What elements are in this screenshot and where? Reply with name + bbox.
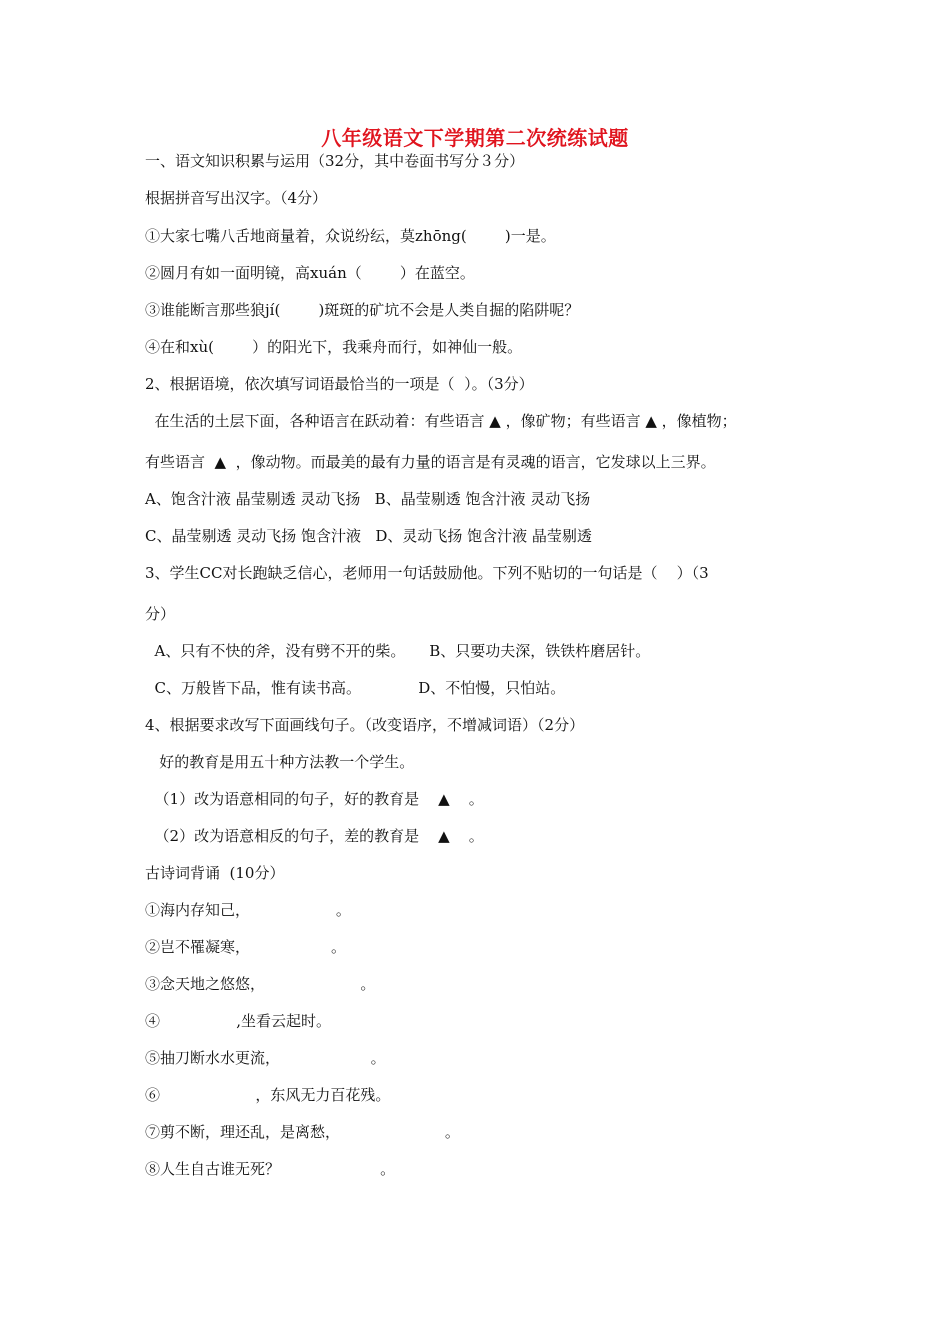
question-heading: 2、根据语境，依次填写词语最恰当的一项是（ ）。（3分） — [145, 375, 534, 393]
answer-option: C、晶莹剔透 灵动飞扬 饱含汁液 D、灵动飞扬 饱含汁液 晶莹剔透 — [145, 527, 592, 545]
poem-blank: ①海内存知己， 。 — [145, 901, 351, 919]
question-item: ①大家七嘴八舌地商量着，众说纷纭，莫zhōng( )一是。 — [145, 227, 556, 245]
answer-option: A、只有不快的斧，没有劈不开的柴。 B、只要功夫深，铁铁杵磨居针。 — [145, 642, 651, 660]
poem-blank: ②岂不罹凝寒， 。 — [145, 938, 347, 956]
question-heading: 4、根据要求改写下面画线句子。（改变语序，不增减词语）（2分） — [145, 716, 585, 734]
answer-option: A、饱含汁液 晶莹剔透 灵动飞扬 B、晶莹剔透 饱含汁液 灵动飞扬 — [145, 490, 591, 508]
question-heading: 分） — [145, 605, 176, 623]
question-item: ④在和xù( ）的阳光下，我乘舟而行，如神仙一般。 — [145, 338, 523, 356]
question-heading: 根据拼音写出汉字。（4分） — [145, 189, 328, 207]
poem-blank: ⑧人生自古谁无死？ 。 — [145, 1160, 396, 1178]
poem-blank: ⑦剪不断，理还乱，是离愁， 。 — [145, 1123, 460, 1141]
passage-text: 好的教育是用五十种方法教一个学生。 — [145, 753, 415, 771]
poem-blank: ⑥ ，东风无力百花残。 — [145, 1086, 391, 1104]
question-item: ③谁能断言那些狼jí( )斑斑的矿坑不会是人类自掘的陷阱呢？ — [145, 301, 580, 319]
page-title: 八年级语文下学期第二次统练试题 — [321, 126, 629, 150]
question-item: （2）改为语意相反的句子，差的教育是 ▲ 。 — [145, 827, 484, 845]
poem-blank: ④ ,坐看云起时。 — [145, 1012, 332, 1030]
poem-blank: ③念天地之悠悠， 。 — [145, 975, 376, 993]
passage-text: 在生活的土层下面，各种语言在跃动着：有些语言 ▲ ，像矿物；有些语言 ▲ ，像植物； — [145, 412, 737, 430]
question-heading: 3、学生CC对长跑缺乏信心，老师用一句话鼓励他。下列不贴切的一句话是（ ）（3 — [145, 564, 709, 582]
poem-blank: ⑤抽刀断水水更流， 。 — [145, 1049, 386, 1067]
question-item: ②圆月有如一面明镜，高xuán（ ）在蓝空。 — [145, 264, 475, 282]
answer-option: C、万般皆下品，惟有读书高。 D、不怕慢，只怕站。 — [145, 679, 566, 697]
question-item: （1）改为语意相同的句子，好的教育是 ▲ 。 — [145, 790, 484, 808]
passage-text: 有些语言 ▲ ，像动物。而最美的最有力量的语言是有灵魂的语言，它发球以上三界。 — [145, 453, 716, 471]
question-heading: 古诗词背诵 (10分） — [145, 864, 285, 882]
section-heading: 一、语文知识积累与运用（32分，其中卷面书写分３分） — [145, 152, 525, 170]
